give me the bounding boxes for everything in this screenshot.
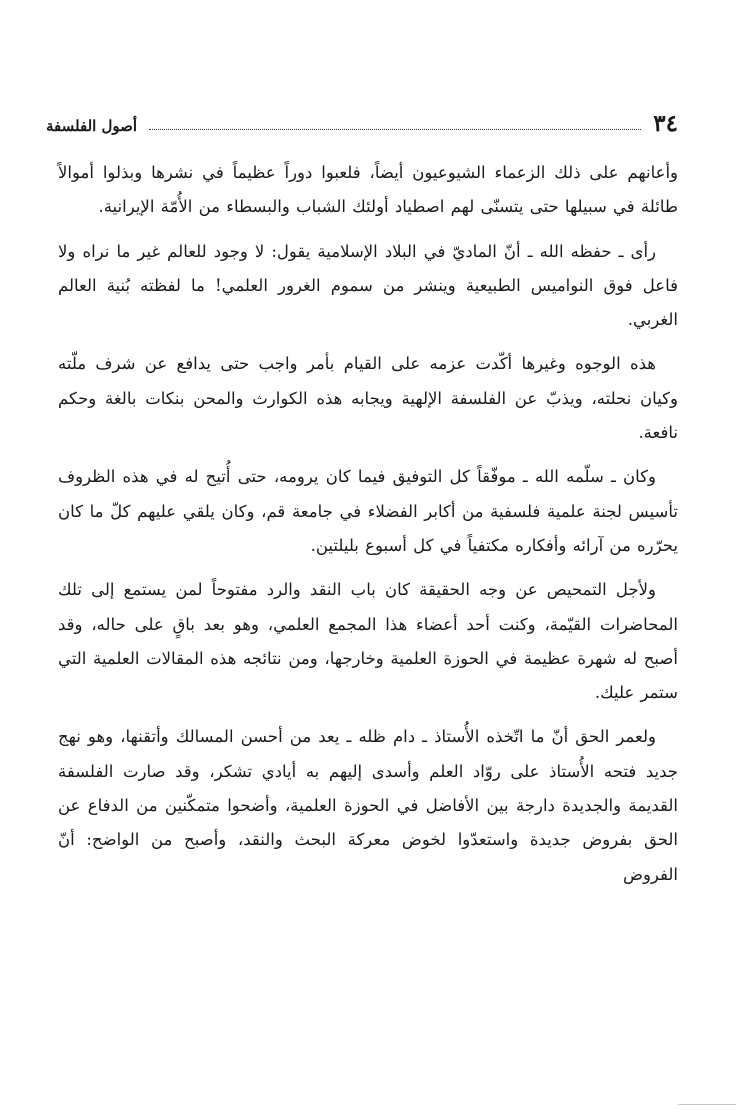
paragraph: هذه الوجوه وغيرها أكّدت عزمه على القيام بأمر واجب حتى يدافع عن شرف ملّته وكيان نحلته، ويذبّ عن الفلسفة الإلهية ويجابه هذه الكوارث والمحن بنكات بالغة وحكم نافعة. xyxy=(58,354,678,443)
paragraph: ولأجل التمحيص عن وجه الحقيقة كان باب النقد والرد مفتوحاً لمن يستمع إلى تلك المحاضرات القيّمة، وكنت أحد أعضاء هذا المجمع العلمي، وهو بعد باقٍ على حاله، وقد أصبح له شهرة عظيمة في الحوزة العلمية وخارجها، ومن نتائجه هذه المقالات العلمية التي ستمر عليك. xyxy=(58,580,678,703)
paragraph: وكان ـ سلّمه الله ـ موفّقاً كل التوفيق فيما كان يرومه، حتى أُتيح له في هذه الظروف تأسيس لجنة علمية فلسفية من أكابر الفضلاء في جامعة قم، وكان يلقي عليهم كلّ ما كان يحرّره من آرائه وأفكاره مكتفياً في كل أسبوع بليلتين. xyxy=(58,467,678,555)
paragraph: ولعمر الحق أنّ ما اتّخذه الأُستاذ ـ دام ظله ـ يعد من أحسن المسالك وأتقنها، وهو نهج جديد فتحه الأُستاذ على روّاد العلم وأسدى إليهم به أيادي تشكر، وقد صارت الفلسفة القديمة والجديدة دارجة بين الأفاضل في الحوزة العلمية، وأضحوا متمكّنين من الدفاع عن الحق بفروض جديدة واستعدّوا لخوض معركة البحث والنقد، وأصبح من الواضح: أنّ الفروض xyxy=(58,727,678,884)
running-title: أصول الفلسفة xyxy=(46,117,138,135)
scan-edge-line xyxy=(678,1104,736,1105)
paragraph: رأى ـ حفظه الله ـ أنّ الماديّ في البلاد الإسلامية يقول: لا وجود للعالم غير ما نراه ولا فاعل فوق النواميس الطبيعية وينشر من سموم الغرور العلمي! ما لفظته بُنية العالم الغربي. xyxy=(58,241,678,330)
page-header xyxy=(46,112,678,136)
body-text xyxy=(58,156,678,902)
page-number: ٣٤ xyxy=(653,110,678,137)
paragraph: وأعانهم على ذلك الزعماء الشيوعيون أيضاً، فلعبوا دوراً عظيماً في نشرها وبذلوا أموالاً طائلة في سبيلها حتى يتسنّى لهم اصطياد أولئك الشباب والبسطاء من الأُمّة الإيرانية. xyxy=(58,163,678,217)
header-dotted-leader xyxy=(149,129,641,130)
